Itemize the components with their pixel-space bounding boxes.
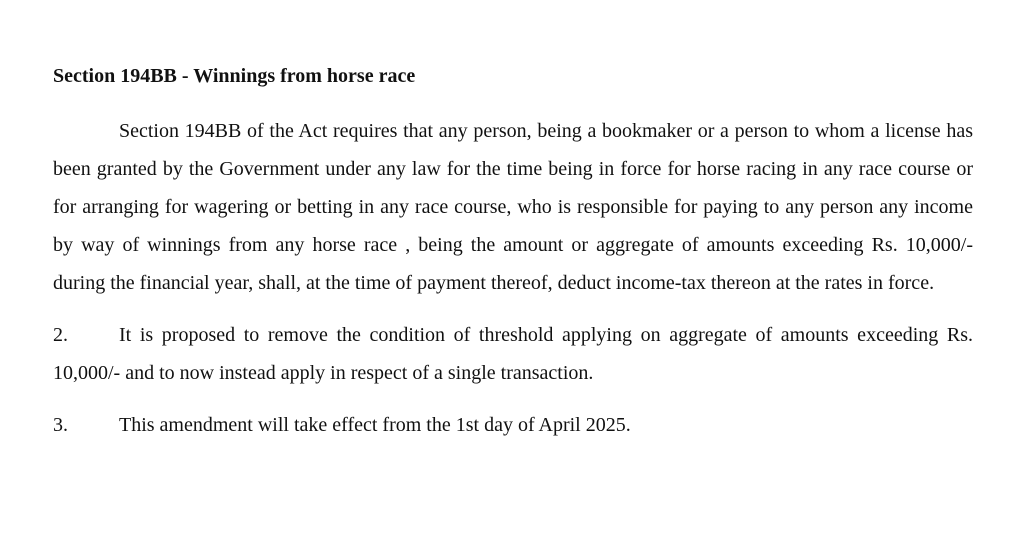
section-heading: Section 194BB - Winnings from horse race bbox=[53, 65, 416, 87]
document-page bbox=[53, 62, 973, 444]
numbered-paragraph-3 bbox=[53, 406, 973, 444]
paragraph-number: 2. bbox=[53, 324, 68, 346]
intro-paragraph: Section 194BB of the Act requires that any person, being a bookmaker or a person to whom a license has been granted by the Government under any law for the time being in force for horse racing in any race course or for arranging for wagering or betting in any race course, who is responsible for paying to any person any income by way of winnings from any horse race , being the amount or aggregate of amounts exceeding Rs. 10,000/- during the financial year, shall, at the time of payment thereof, deduct income-tax thereon at the rates in force. bbox=[53, 120, 973, 294]
paragraph-text: It is proposed to remove the condition of threshold applying on aggregate of amounts exceeding Rs. 10,000/- and to now instead apply in respect of a single transaction. bbox=[53, 324, 973, 384]
paragraph-number: 3. bbox=[53, 414, 68, 436]
paragraph-text: This amendment will take effect from the 1st day of April 2025. bbox=[119, 414, 631, 436]
numbered-paragraph-2 bbox=[53, 316, 973, 392]
